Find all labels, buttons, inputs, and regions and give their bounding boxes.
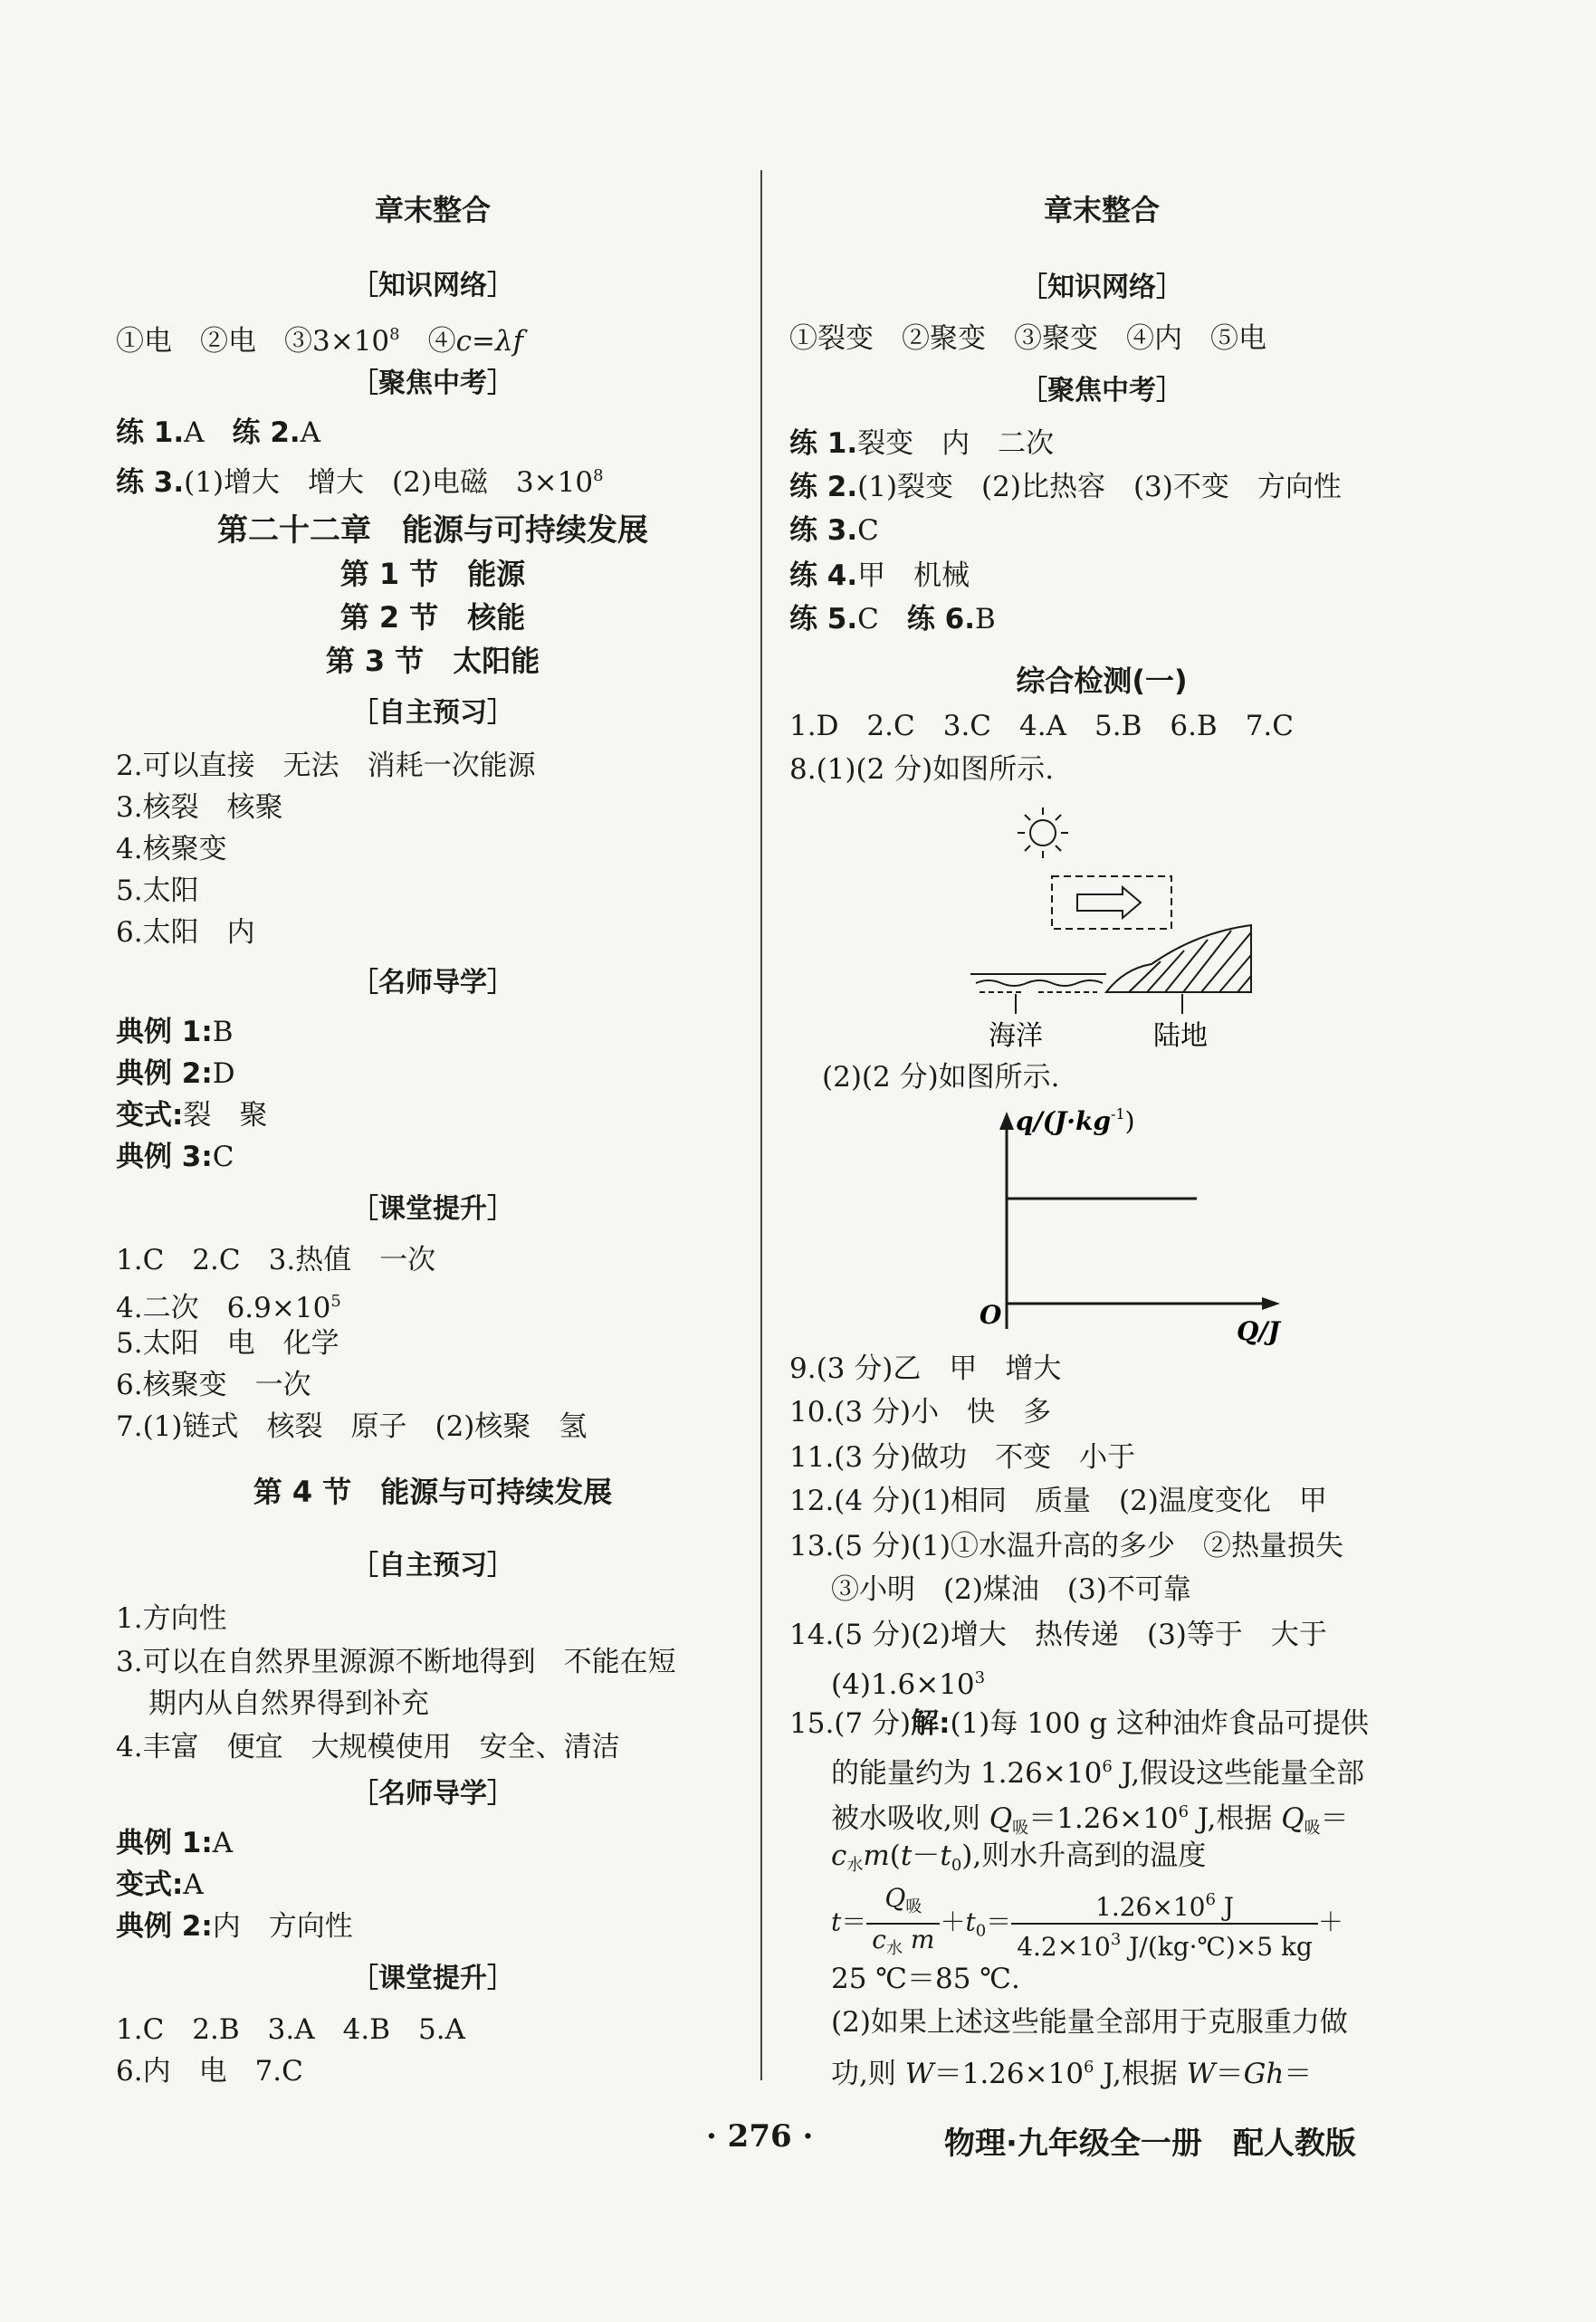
teacher2-item: 变式:A (116, 1868, 204, 1901)
fraction-2: $\frac{1.26\times 10^6 J}{4.2\times 10^3 J/(kg\cdot℃)\times 5 kg}$ (1011, 1885, 1318, 1963)
focus-exam-tag: ［聚焦中考］ (1020, 375, 1183, 406)
practice-item: 练 2.(1)裂变 (2)比热容 (3)不变 方向性 (789, 471, 1342, 503)
class-item: 4.二次 $6.9\times 10^5$ (116, 1292, 341, 1324)
class-item: 7.(1)链式 核裂 原子 (2)核聚 氢 (116, 1410, 588, 1443)
y-axis-label: $q/(J\cdot kg^{-1})$ (1016, 1105, 1135, 1136)
q8-part1: 8.(1)(2 分)如图所示. (789, 753, 1055, 786)
land-slope (1106, 925, 1251, 992)
answer-line: 12.(4 分)(1)相同 质量 (2)温度变化 甲 (789, 1485, 1327, 1517)
test-title: 综合检测(一) (1016, 664, 1188, 698)
origin-label: O (980, 1300, 1002, 1330)
class-improve-tag: ［课堂提升］ (351, 1193, 514, 1225)
section-2-title: 第 2 节 核能 (339, 600, 526, 635)
land-label: 陆地 (1153, 1020, 1208, 1052)
preview2-item: 1.方向性 (116, 1602, 227, 1635)
practice-line-3: 练 3.(1)增大 增大 (2)电磁 $3\times 10^8$ (116, 466, 604, 499)
practice-line-1: 练 1.A 练 2.A (116, 416, 321, 449)
ocean-surface (970, 974, 1106, 992)
section-3-title: 第 3 节 太阳能 (325, 644, 540, 678)
answer-line: 13.(5 分)(1)①水温升高的多少 ②热量损失 (789, 1530, 1343, 1562)
sun-icon (1018, 807, 1068, 858)
preview-item: 4.核聚变 (116, 833, 227, 865)
section-4-title: 第 4 节 能源与可持续发展 (253, 1475, 613, 1509)
column-divider (760, 170, 762, 2080)
knowledge-network-tag: ［知识网络］ (1020, 272, 1183, 303)
arrow-right-icon (1077, 887, 1141, 918)
teacher-item: 典例 2:D (116, 1057, 235, 1090)
section-1-title: 第 1 节 能源 (339, 557, 526, 591)
ocean-label: 海洋 (989, 1020, 1043, 1052)
practice-item: 练 4.甲 机械 (789, 559, 970, 592)
preview-item: 3.核裂 核聚 (116, 791, 283, 824)
teacher2-tag: ［名师导学］ (351, 1778, 514, 1810)
fraction-1: $\frac{Q_吸}{c_水 m}$ (866, 1883, 940, 1964)
sea-land-breeze-diagram (970, 797, 1260, 1059)
knowledge-network-tag: ［知识网络］ (351, 270, 514, 301)
answer-line: 14.(5 分)(2)增大 热传递 (3)等于 大于 (789, 1619, 1327, 1651)
y-axis-arrow (999, 1112, 1014, 1130)
preview2-item: 3.可以在自然界里源源不断地得到 不能在短 (116, 1646, 676, 1678)
book-info: 物理·九年级全一册 配人教版 (944, 2126, 1356, 2162)
q15-line-4: $c_水m(t-t_0)$,则水升高到的温度 (831, 1839, 1207, 1875)
q15-line-2: 的能量约为 $1.26\times 10^6$ J,假设这些能量全部 (831, 1757, 1365, 1790)
teacher2-item: 典例 2:内 方向性 (116, 1910, 353, 1943)
preview-item: 5.太阳 (116, 874, 199, 907)
q15-line-3: 被水吸收,则 $Q_吸=1.26\times 10^6$ J,根据 $Q_吸=$ (831, 1802, 1349, 1838)
class-item: 1.C 2.C 3.热值 一次 (116, 1244, 436, 1276)
air-flow-box (1052, 876, 1171, 929)
class-item: 5.太阳 电 化学 (116, 1327, 339, 1360)
preview-item: 2.可以直接 无法 消耗一次能源 (116, 750, 536, 782)
heat-value-graph (925, 1103, 1305, 1347)
class2-item: 1.C 2.B 3.A 4.B 5.A (116, 2013, 465, 2046)
practice-item: 练 1.裂变 内 二次 (789, 427, 1055, 460)
teacher-item: 典例 1:B (116, 1016, 234, 1048)
class-item: 6.核聚变 一次 (116, 1369, 311, 1401)
preview-item: 6.太阳 内 (116, 916, 255, 949)
q15-formula: t＝ $\frac{Q_吸}{c_水 m}$ $+t_0=$ $\frac{1.26\times 10^6 J}{4.2\times 10^3 J/(kg\cdot℃)\times 5 kg}$ ＋ (831, 1883, 1343, 1964)
focus-exam-tag: ［聚焦中考］ (351, 368, 514, 399)
preview2-item: 4.丰富 便宜 大规模使用 安全、清洁 (116, 1731, 620, 1763)
answer-line: $(4)1.6\times 10^3$ (831, 1668, 986, 1701)
preview-tag: ［自主预习］ (351, 697, 514, 729)
teacher-item: 变式:裂 聚 (116, 1099, 268, 1132)
x-axis-arrow (1262, 1297, 1280, 1310)
page-number: · 276 · (706, 2118, 814, 2155)
chapter-title: 第二十二章 能源与可持续发展 (217, 512, 648, 549)
knowledge-network-answers: ①裂变 ②聚变 ③聚变 ④内 ⑤电 (789, 322, 1266, 355)
preview2-tag: ［自主预习］ (351, 1550, 514, 1581)
q15-line-7: (2)如果上述这些能量全部用于克服重力做 (831, 2006, 1348, 2039)
class2-tag: ［课堂提升］ (351, 1963, 514, 1994)
q15-line-1: 15.(7 分)解:(1)每 100 g 这种油炸食品可提供 (789, 1707, 1369, 1740)
teacher-item: 典例 3:C (116, 1141, 234, 1173)
practice-item: 练 5.C 练 6.B (789, 603, 996, 635)
teacher-guide-tag: ［名师导学］ (351, 967, 514, 999)
teacher2-item: 典例 1:A (116, 1827, 234, 1859)
preview2-item: 期内从自然界得到补充 (148, 1687, 429, 1720)
answer-line: 11.(3 分)做功 不变 小于 (789, 1441, 1136, 1474)
class2-item: 6.内 电 7.C (116, 2055, 303, 2088)
q15-line-6: 25 ℃＝85 ℃. (831, 1963, 1020, 1995)
multiple-choice-answers: 1.D 2.C 3.C 4.A 5.B 6.B 7.C (789, 710, 1295, 742)
knowledge-network-answers: ①电 ②电 $③3\times 10^8$ ④c=λf (116, 325, 524, 358)
chapter-review-title: 章末整合 (1043, 193, 1160, 227)
answer-line: 9.(3 分)乙 甲 增大 (789, 1352, 1062, 1385)
practice-item: 练 3.C (789, 514, 879, 547)
q8-part2: (2)(2 分)如图所示. (822, 1061, 1060, 1094)
q15-line-8: 功,则 $W=1.26\times 10^6$ J,根据 W＝Gh＝ (831, 2058, 1313, 2090)
answer-line: ③小明 (2)煤油 (3)不可靠 (831, 1573, 1191, 1606)
chapter-review-title: 章末整合 (374, 193, 491, 227)
x-axis-label: Q/J (1237, 1316, 1280, 1346)
answer-line: 10.(3 分)小 快 多 (789, 1396, 1052, 1429)
